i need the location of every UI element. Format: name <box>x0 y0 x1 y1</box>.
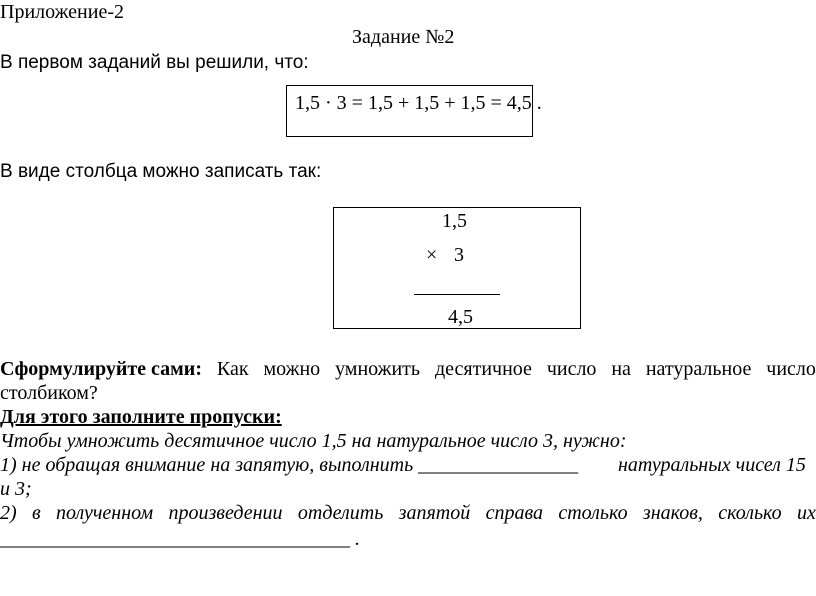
step2-word: справа <box>485 502 543 524</box>
result: 4,5 <box>448 306 473 328</box>
step1-continuation: и 3; <box>0 478 32 500</box>
prompt-word: можно <box>263 358 321 380</box>
fill-heading: Для этого заполните пропуски: <box>0 406 282 428</box>
step2-word: запятой <box>398 502 471 524</box>
column-intro-text: В виде столбца можно записать так: <box>0 161 322 182</box>
step2-blank: ___________________________________ . <box>0 528 360 550</box>
prompt-word: десятичное <box>434 358 532 380</box>
prompt-word: натуральное <box>645 358 752 380</box>
sum-line <box>414 294 500 295</box>
task-title: Задание №2 <box>352 26 455 48</box>
prompt-word: на <box>611 358 631 380</box>
prompt-word: число <box>546 358 597 380</box>
step2-word: знаков, <box>642 502 703 524</box>
prompt-bold-label: Сформулируйте сами: <box>0 358 202 380</box>
multiplicand: 1,5 <box>442 210 467 232</box>
column-multiplication-box <box>333 207 581 329</box>
prompt-word: Как <box>216 358 249 380</box>
prompt-line-2: столбиком? <box>0 382 98 404</box>
step2-line <box>0 501 816 525</box>
step1-text: 1) не обращая внимание на запятую, выполнить ________________ <box>0 454 579 476</box>
appendix-label: Приложение-2 <box>0 1 125 23</box>
step2-word: полученном <box>56 502 154 524</box>
prompt-word: число <box>766 358 816 380</box>
equation: 1,5 · 3 = 1,5 + 1,5 + 1,5 = 4,5 . <box>295 92 542 114</box>
step2-word: их <box>797 502 816 524</box>
step2-word: 2) <box>0 502 17 524</box>
step2-word: отделить <box>297 502 384 524</box>
multiplication-sign: × <box>426 244 438 266</box>
equation-box <box>286 85 542 137</box>
intro-text: В первом заданий вы решили, что: <box>0 52 309 73</box>
step2-word: столько <box>558 502 628 524</box>
instruction-line-1: Чтобы умножить десятичное число 1,5 на натуральное число 3, нужно: <box>0 430 627 452</box>
prompt-line-1 <box>0 357 816 381</box>
step2-word: сколько <box>718 502 782 524</box>
prompt-word: умножить <box>335 358 421 380</box>
step1-text-end: натуральных чисел 15 <box>618 454 806 476</box>
step2-word: в <box>32 502 41 524</box>
multiplier: 3 <box>454 244 464 266</box>
step2-word: произведении <box>168 502 283 524</box>
